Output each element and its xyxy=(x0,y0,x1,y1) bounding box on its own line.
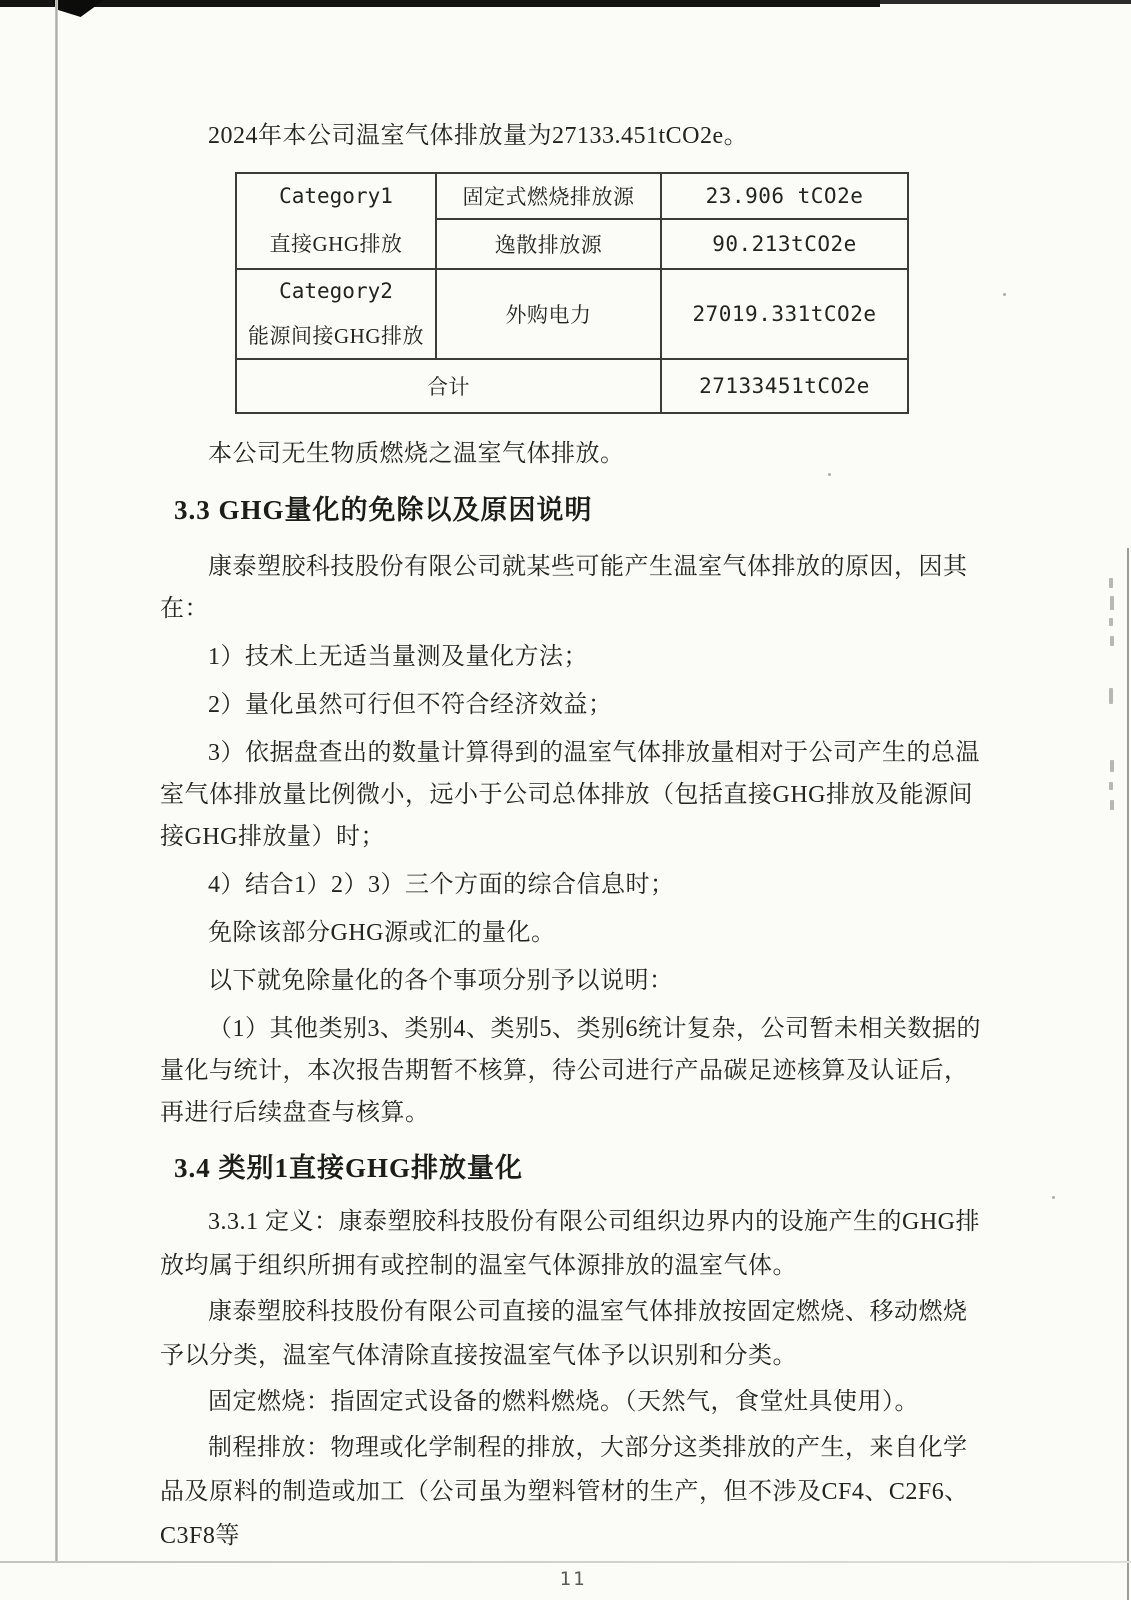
source-cell: 逸散排放源 xyxy=(436,219,661,269)
list-item: 4）结合1）2）3）三个方面的综合信息时； xyxy=(208,872,675,898)
paragraph: 制程排放：物理或化学制程的排放，大部分这类排放的产生，来自化学品及原料的制造或加工（公司虽为塑料管材的生产，但不涉及CF4、C2F6、C3F8等 xyxy=(160,1435,969,1549)
paragraph: （1）其他类别3、类别4、类别5、类别6统计复杂，公司暂未相关数据的量化与统计，本次报告期暂不核算，待公司进行产品碳足迹核算及认证后，再进行后续盘查与核算。 xyxy=(160,1016,981,1126)
list-item: 2）量化虽然可行但不符合经济效益； xyxy=(208,692,613,718)
source-cell: 固定式燃烧排放源 xyxy=(436,173,661,219)
intro-paragraph: 2024年本公司温室气体排放量为27133.451tCO2e。 xyxy=(208,123,749,149)
source-cell: 外购电力 xyxy=(436,269,661,359)
table-row-total xyxy=(236,359,908,413)
category2-cell xyxy=(236,269,436,359)
paragraph: 3.3.1 定义：康泰塑胶科技股份有限公司组织边界内的设施产生的GHG排放均属于组织所拥有或控制的温室气体源排放的温室气体。 xyxy=(160,1209,980,1279)
section-3-4-heading: 3.4 类别1直接GHG排放量化 xyxy=(174,1153,524,1183)
page-number: 11 xyxy=(559,1568,587,1590)
paragraph: 免除该部分GHG源或汇的量化。 xyxy=(208,920,556,946)
value-cell: 90.213tCO2e xyxy=(661,219,908,269)
list-item: 3）依据盘查出的数量计算得到的温室气体排放量相对于公司产生的总温室气体排放量比例微小，远小于公司总体排放（包括直接GHG排放及能源间接GHG排放量）时； xyxy=(160,740,980,850)
table-note: 本公司无生物质燃烧之温室气体排放。 xyxy=(208,441,625,467)
category2-label: 能源间接GHG排放 xyxy=(248,323,424,348)
paragraph: 康泰塑胶科技股份有限公司直接的温室气体排放按固定燃烧、移动燃烧予以分类，温室气体清除直接按温室气体予以识别和分类。 xyxy=(160,1299,968,1369)
section-3-3-body xyxy=(160,546,986,1134)
paragraph: 固定燃烧：指固定式设备的燃料燃烧。（天然气，食堂灶具使用）。 xyxy=(208,1389,919,1415)
section-3-3-heading: 3.3 GHG量化的免除以及原因说明 xyxy=(174,495,593,525)
table-row xyxy=(236,269,908,359)
category1-code: Category1 xyxy=(279,184,393,208)
category1-cell xyxy=(236,173,436,269)
value-cell: 23.906 tCO2e xyxy=(661,173,908,219)
total-value-cell: 27133451tCO2e xyxy=(661,359,908,413)
section-3-4-body xyxy=(160,1200,986,1558)
category1-label: 直接GHG排放 xyxy=(269,232,403,256)
paragraph: 以下就免除量化的各个事项分别予以说明： xyxy=(208,968,674,994)
paragraph: 康泰塑胶科技股份有限公司就某些可能产生温室气体排放的原因，因其在： xyxy=(160,554,968,622)
list-item: 1）技术上无适当量测及量化方法； xyxy=(208,644,588,670)
emissions-table xyxy=(235,172,909,414)
total-label-cell: 合计 xyxy=(236,359,661,413)
category2-code: Category2 xyxy=(279,278,393,303)
value-cell: 27019.331tCO2e xyxy=(661,269,908,359)
table-row xyxy=(236,173,908,219)
